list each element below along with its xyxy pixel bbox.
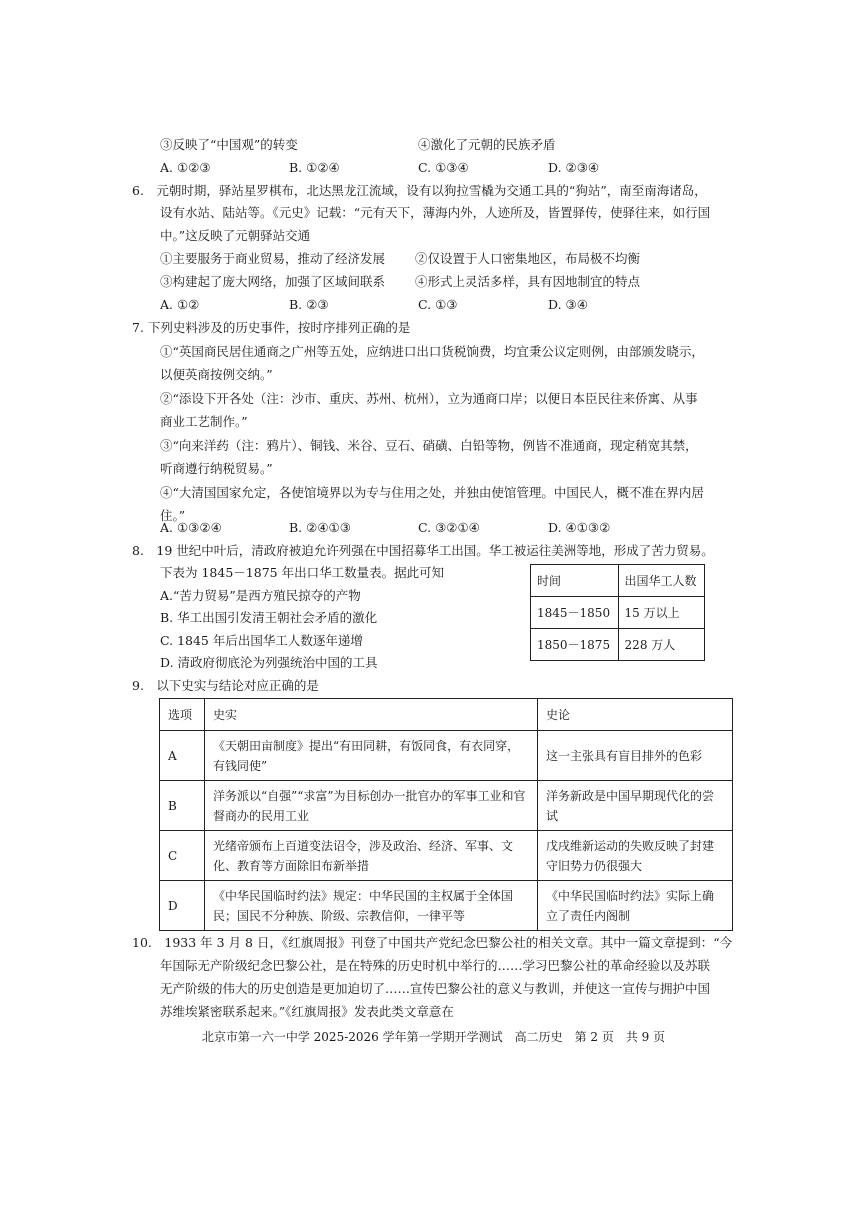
q9-table	[159, 698, 733, 931]
q8-stem: 8. 19 世纪中叶后，清政府被迫允许列强在中国招募华工出国。华工被运往美洲等地，形成了苦力贸易。	[132, 543, 714, 558]
q8-option-b: B. 华工出国引发清王朝社会矛盾的激化	[160, 610, 378, 625]
q5-option-a: A. ①②③	[160, 160, 211, 175]
table-row	[160, 831, 733, 881]
table-cell: 《天朝田亩制度》提出“有田同耕，有饭同食，有衣同穿，有钱同使”	[205, 731, 538, 781]
q5-option-b: B. ①②④	[289, 160, 340, 175]
table-row	[160, 731, 733, 781]
q6-stem-line: 设有水站、陆站等。《元史》记载：“元有天下，薄海内外，人迹所及，皆置驿传，使驿往来，如行国	[160, 205, 711, 220]
q7-source-line: ④“大清国国家允定，各使馆境界以为专与住用之处，并独由使馆管理。中国民人，概不准在界内居	[160, 485, 704, 500]
q7-option-b: B. ②④①③	[289, 520, 351, 535]
table-cell: C	[160, 831, 205, 881]
q6-stem-line: 6. 元朝时期，驿站星罗棋布，北达黑龙江流域，设有以狗拉雪橇为交通工具的“狗站”，南至南海诸岛，	[132, 183, 707, 198]
table-cell: 《中华民国临时约法》实际上确立了责任内阁制	[538, 881, 733, 931]
q8-option-d: D. 清政府彻底沦为列强统治中国的工具	[160, 655, 378, 670]
q7-source-line: ①“英国商民居住通商之广州等五处，应纳进口出口货税饷费，均宜秉公议定则例，由部颁发晓示，	[160, 344, 704, 359]
q10-stem-line: 苏维埃紧密联系起来。”《红旗周报》发表此类文章意在	[160, 1004, 454, 1019]
table-header-row	[160, 699, 733, 731]
q5-item-3: ③反映了“中国观”的转变	[160, 137, 298, 152]
table-cell: 1845－1850	[531, 597, 619, 629]
q7-source-line: ②“添设下开各处（注：沙市、重庆、苏州、杭州），立为通商口岸；以便日本臣民往来侨寓、从事	[160, 391, 698, 406]
table-cell: B	[160, 781, 205, 831]
table-cell: 《中华民国临时约法》规定：中华民国的主权属于全体国民；国民不分种族、阶级、宗教信仰，一律平等	[205, 881, 538, 931]
q6-option-d: D. ③④	[548, 297, 588, 312]
q7-option-a: A. ①③②④	[160, 520, 222, 535]
q8-table	[530, 564, 705, 661]
table-header-cell: 出国华工人数	[618, 565, 704, 597]
table-header-cell: 时间	[531, 565, 619, 597]
table-header-row	[531, 565, 705, 597]
q6-item-1: ①主要服务于商业贸易，推动了经济发展	[160, 251, 386, 266]
q10-stem-line: 10. 1933 年 3 月 8 日，《红旗周报》刊登了中国共产党纪念巴黎公社的相关文章。其中一篇文章提到：“今	[132, 935, 733, 950]
q6-option-a: A. ①②	[160, 297, 200, 312]
table-cell: 15 万以上	[618, 597, 704, 629]
q10-stem-line: 年国际无产阶级纪念巴黎公社，是在特殊的历史时机中举行的……学习巴黎公社的革命经验以及苏联	[160, 958, 711, 973]
table-cell: 洋务派以“自强”“求富”为目标创办一批官办的军事工业和官督商办的民用工业	[205, 781, 538, 831]
table-cell: 228 万人	[618, 629, 704, 661]
table-row	[160, 781, 733, 831]
q8-option-c: C. 1845 年后出国华工人数逐年递增	[160, 633, 363, 648]
q6-stem-line: 中。”这反映了元朝驿站交通	[160, 228, 311, 243]
q7-source-line: ③“向来洋药（注：鸦片）、铜钱、米谷、豆石、硝磺、白铅等物，例皆不准通商，现定稍宽其禁，	[160, 438, 698, 453]
q8-stem-2: 下表为 1845－1875 年出口华工数量表。据此可知	[160, 565, 445, 580]
q6-option-c: C. ①③	[418, 297, 458, 312]
q6-item-4: ④形式上灵活多样，具有因地制宜的特点	[415, 274, 641, 289]
q5-option-c: C. ①③④	[418, 160, 469, 175]
table-header-cell: 史实	[205, 699, 538, 731]
q7-source-line: 以便英商按例交纳。”	[160, 367, 273, 382]
table-cell: D	[160, 881, 205, 931]
table-header-cell: 选项	[160, 699, 205, 731]
table-row	[531, 629, 705, 661]
table-row	[160, 881, 733, 931]
table-cell: 洋务新政是中国早期现代化的尝试	[538, 781, 733, 831]
q5-option-d: D. ②③④	[548, 160, 600, 175]
q7-option-c: C. ③②①④	[418, 520, 480, 535]
q6-item-2: ②仅设置于人口密集地区，布局极不均衡	[415, 251, 641, 266]
table-cell: 戊戌维新运动的失败反映了封建守旧势力仍很强大	[538, 831, 733, 881]
q6-option-b: B. ②③	[289, 297, 329, 312]
q7-source-line: 商业工艺制作。”	[160, 414, 248, 429]
q6-item-3: ③构建起了庞大网络，加强了区域间联系	[160, 274, 386, 289]
q7-stem: 7. 下列史料涉及的历史事件，按时序排列正确的是	[132, 320, 411, 335]
q7-option-d: D. ④①③②	[548, 520, 611, 535]
q9-stem: 9. 以下史实与结论对应正确的是	[132, 678, 319, 693]
table-header-cell: 史论	[538, 699, 733, 731]
table-cell: 光绪帝颁布上百道变法诏令，涉及政治、经济、军事、文化、教育等方面除旧布新举措	[205, 831, 538, 881]
page-footer: 北京市第一六一中学 2025-2026 学年第一学期开学测试 高二历史 第 2 页 共 9 页	[201, 1030, 666, 1044]
q7-source-line: 听商遵行纳税贸易。”	[160, 461, 273, 476]
table-cell: 这一主张具有盲目排外的色彩	[538, 731, 733, 781]
q10-stem-line: 无产阶级的伟大的历史创造是更加迫切了……宣传巴黎公社的意义与教训，并使这一宣传与拥护中国	[160, 981, 711, 996]
q7-source-line: 住。”	[160, 508, 186, 523]
table-row	[531, 597, 705, 629]
table-cell: A	[160, 731, 205, 781]
q5-item-4: ④激化了元朝的民族矛盾	[418, 137, 556, 152]
q8-option-a: A.“苦力贸易”是西方殖民掠夺的产物	[160, 588, 361, 603]
table-cell: 1850－1875	[531, 629, 619, 661]
